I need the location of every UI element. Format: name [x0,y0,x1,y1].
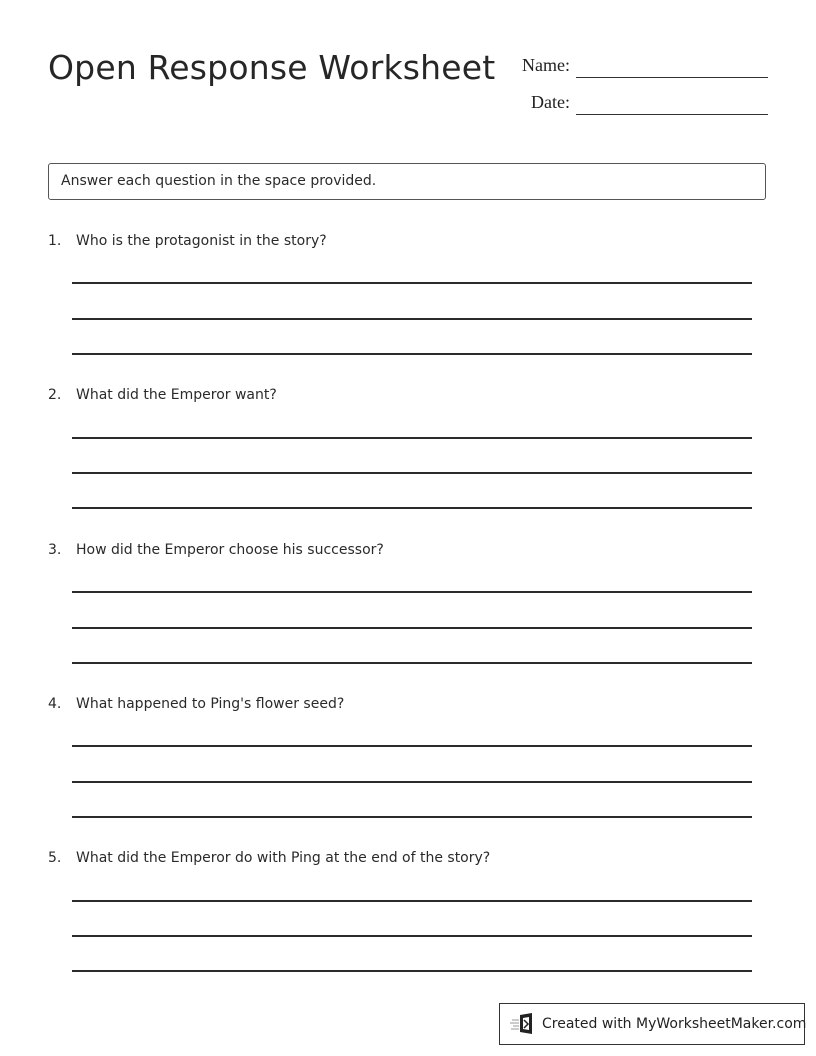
answer-line[interactable] [72,282,752,284]
question-text: What did the Emperor do with Ping at the end of the story? [76,850,491,866]
date-input-line[interactable] [576,114,768,115]
date-field[interactable] [500,89,768,115]
answer-line[interactable] [72,935,752,937]
question-text: What happened to Ping's flower seed? [76,696,345,712]
answer-line[interactable] [72,507,752,509]
answer-line[interactable] [72,816,752,818]
question-number: 5. [48,850,62,866]
question-text: How did the Emperor choose his successor? [76,542,384,558]
worksheet-maker-logo-icon [510,1012,536,1036]
question-text: Who is the protagonist in the story? [76,233,327,249]
answer-line[interactable] [72,781,752,783]
name-input-line[interactable] [576,77,768,78]
answer-line[interactable] [72,970,752,972]
name-field[interactable] [500,52,768,78]
question-number: 2. [48,387,62,403]
answer-line[interactable] [72,472,752,474]
date-label: Date: [531,92,570,112]
answer-line[interactable] [72,353,752,355]
created-with-badge[interactable] [499,1003,805,1045]
badge-text: Created with MyWorksheetMaker.com [542,1016,807,1032]
question-number: 3. [48,542,62,558]
question-text: What did the Emperor want? [76,387,277,403]
answer-line[interactable] [72,662,752,664]
question-number: 1. [48,233,62,249]
name-label: Name: [522,55,570,75]
answer-line[interactable] [72,745,752,747]
question-number: 4. [48,696,62,712]
answer-line[interactable] [72,591,752,593]
answer-line[interactable] [72,437,752,439]
answer-line[interactable] [72,318,752,320]
answer-line[interactable] [72,627,752,629]
answer-line[interactable] [72,900,752,902]
instructions-box: Answer each question in the space provided. [48,163,766,200]
page-title: Open Response Worksheet [48,48,496,87]
